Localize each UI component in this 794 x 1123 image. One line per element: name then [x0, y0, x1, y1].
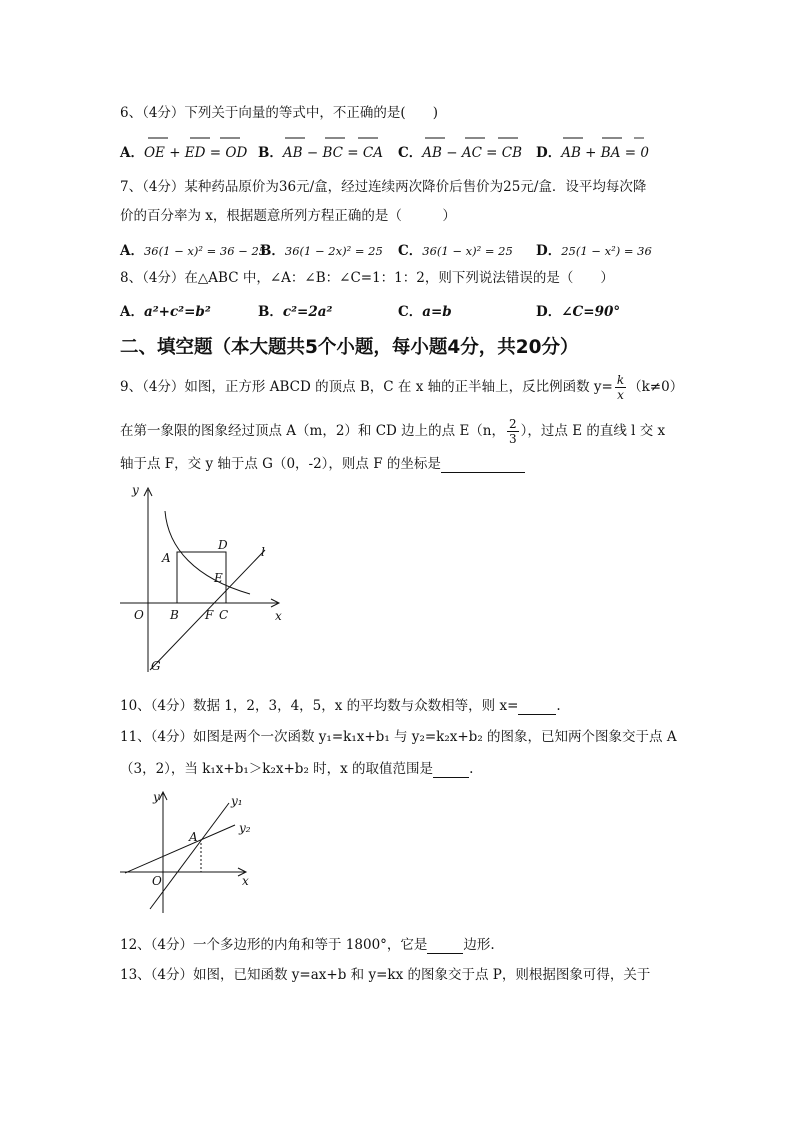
q7-option-c: C．36(1 − x)² = 25	[398, 243, 513, 259]
section-title: 二、填空题（本大题共5个小题，每小题4分，共20分）	[120, 337, 579, 358]
q8-stem: 8、（4分）在△ABC 中，∠A：∠B：∠C=1：1：2，则下列说法错误的是（ ）	[120, 270, 614, 286]
q9-label-e: E	[214, 571, 223, 585]
q8-option-a: A．a²+c²=b²	[120, 304, 211, 320]
q8-option-c: C．a=b	[398, 304, 452, 320]
q9-label-x: x	[275, 609, 282, 623]
q8-option-b: B．c²=2a²	[258, 304, 333, 320]
q11-answer-blank[interactable]	[433, 763, 469, 778]
q9-label-y: y	[132, 483, 139, 497]
q9-label-g: G	[151, 659, 161, 673]
q9-fraction-two-thirds: $\frac{2}{3}$	[509, 417, 517, 446]
q7-option-b: B．36(1 − 2x)² = 25	[260, 243, 383, 259]
q11-stem-line2: （3，2），当 k₁x+b₁＞k₂x+b₂ 时，x 的取值范围是 .	[120, 761, 474, 777]
q6-option-b: B．AB − BC = CA	[258, 145, 383, 161]
q10-answer-blank[interactable]	[518, 700, 556, 715]
q11-line-y1	[150, 803, 229, 909]
q10-stem: 10、（4分）数据 1，2，3，4，5，x 的平均数与众数相等，则 x= .	[120, 698, 561, 714]
q11-label-a: A	[189, 830, 198, 844]
q11-label-y: y	[153, 790, 160, 804]
q11-label-y1: y₁	[231, 794, 243, 808]
q11-line-y2	[125, 825, 235, 873]
q9-figure	[115, 478, 300, 678]
q9-label-f: F	[205, 608, 214, 622]
q11-figure	[115, 785, 265, 920]
q9-label-l: l	[261, 545, 265, 559]
q9-stem-line3: 轴于点 F，交 y 轴于点 G（0，-2），则点 F 的坐标是	[120, 455, 525, 473]
q6-option-c: C．AB − AC = CB	[398, 145, 523, 161]
q12-answer-blank[interactable]	[427, 939, 463, 954]
q11-label-x: x	[242, 874, 249, 888]
q9-label-b: B	[170, 608, 179, 622]
q6-option-a: A．OE + ED = OD	[120, 145, 248, 161]
q9-label-d: D	[218, 538, 228, 552]
q9-stem-line1: 9、（4分）如图，正方形 ABCD 的顶点 B，C 在 x 轴的正半轴上，反比例函数 y= $\frac{k}{x}$ （k≠0）	[120, 373, 684, 402]
q9-answer-blank[interactable]	[441, 458, 525, 473]
q13-stem: 13、（4分）如图，已知函数 y=ax+b 和 y=kx 的图象交于点 P，则根据图象可得，关于	[120, 967, 651, 983]
q11-label-y2: y₂	[239, 821, 251, 835]
q9-fraction-k-over-x: $\frac{k}{x}$	[616, 373, 625, 402]
q9-label-o: O	[134, 608, 144, 622]
q11-label-o: O	[152, 874, 162, 888]
q6-stem: 6、（4分）下列关于向量的等式中，不正确的是( )	[120, 105, 438, 121]
q8-option-d: D．∠C=90°	[536, 304, 621, 320]
q9-stem-line2: 在第一象限的图象经过顶点 A（m，2）和 CD 边上的点 E（n， $\frac{2}{3}$ ），过点 E 的直线 l 交 x	[120, 417, 666, 446]
q7-option-d: D．25(1 − x²) = 36	[536, 243, 652, 259]
q6-option-d: D．AB + BA = 0	[536, 145, 649, 161]
q9-label-a: A	[162, 551, 171, 565]
q7-option-a: A．36(1 − x)² = 36 − 25	[120, 243, 267, 259]
q7-stem-line1: 7、（4分）某种药品原价为36元/盒，经过连续两次降价后售价为25元/盒．设平均每次降	[120, 179, 647, 195]
q12-stem: 12、（4分）一个多边形的内角和等于 1800°，它是 边形.	[120, 937, 495, 953]
q11-stem-line1: 11、（4分）如图是两个一次函数 y₁=k₁x+b₁ 与 y₂=k₂x+b₂ 的图象，已知两个图象交于点 A	[120, 729, 677, 745]
q7-stem-line2: 价的百分率为 x，根据题意所列方程正确的是（ ）	[120, 208, 456, 224]
q9-label-c: C	[219, 608, 229, 622]
q6-vector-arrows	[120, 133, 660, 143]
